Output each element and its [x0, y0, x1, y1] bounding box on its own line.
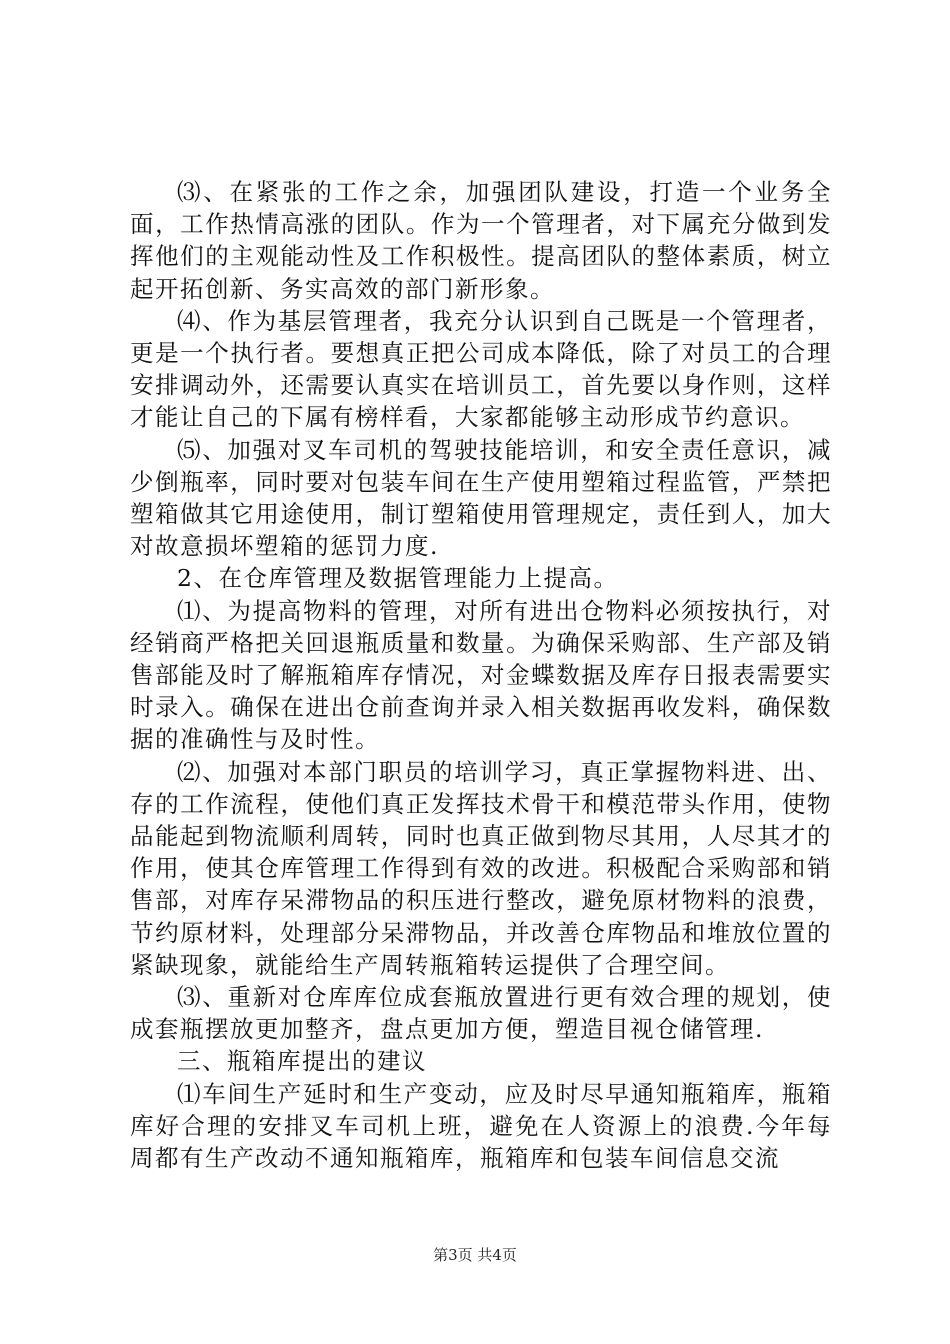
page-footer: 第3页 共4页 [433, 1246, 517, 1264]
paragraph-manager-role: ⑷、作为基层管理者，我充分认识到自己既是一个管理者，更是一个执行者。要想真正把公司成本降低，除了对员工的合理安排调动外，还需要认真实在培训员工，首先要以身作则，这样才能让自己的下属有榜样看，大家都能够主动形成节约意识。 [130, 306, 832, 432]
paragraph-production-notice: ⑴车间生产延时和生产变动，应及时尽早通知瓶箱库，瓶箱库好合理的安排叉车司机上班，避免在人资源上的浪费.今年每周都有生产改动不通知瓶箱库，瓶箱库和包装车间信息交流 [130, 1079, 832, 1173]
section-heading-warehouse-data: 2、在仓库管理及数据管理能力上提高。 [177, 564, 619, 593]
paragraph-staff-training: ⑵、加强对本部门职员的培训学习，真正掌握物料进、出、存的工作流程，使他们真正发挥技术骨干和模范带头作用，使物品能起到物流顺利周转，同时也真正做到物尽其用，人尽其才的作用，使其仓库管理工作得到有效的改进。积极配合采购部和销售部，对库存呆滞物品的积压进行整改，避免原材物料的浪费，节约原材料，处理部分呆滞物品，并改善仓库物品和堆放位置的紧缺现象，就能给生产周转瓶箱转运提供了合理空间。 [130, 757, 832, 979]
document-body [130, 176, 832, 1174]
section-heading-suggestions: 三、瓶箱库提出的建议 [177, 1047, 427, 1076]
paragraph-material-management: ⑴、为提高物料的管理，对所有进出仓物料必须按执行，对经销商严格把关回退瓶质量和数量。为确保采购部、生产部及销售部能及时了解瓶箱库存情况，对金蝶数据及库存日报表需要实时录入。确保在进出仓前查询并录入相关数据再收发料，确保数据的准确性与及时性。 [130, 596, 832, 754]
paragraph-storage-planning: ⑶、重新对仓库库位成套瓶放置进行更有效合理的规划，使成套瓶摆放更加整齐，盘点更加方便，塑造目视仓储管理. [130, 983, 832, 1044]
paragraph-forklift-training: ⑸、加强对叉车司机的驾驶技能培训，和安全责任意识，减少倒瓶率，同时要对包装车间在生产使用塑箱过程监管，严禁把塑箱做其它用途使用，制订塑箱使用管理规定，责任到人，加大对故意损坏塑箱的惩罚力度. [130, 435, 832, 561]
paragraph-team-building: ⑶、在紧张的工作之余，加强团队建设，打造一个业务全面，工作热情高涨的团队。作为一个管理者，对下属充分做到发挥他们的主观能动性及工作积极性。提高团队的整体素质，树立起开拓创新、务实高效的部门新形象。 [130, 178, 832, 303]
